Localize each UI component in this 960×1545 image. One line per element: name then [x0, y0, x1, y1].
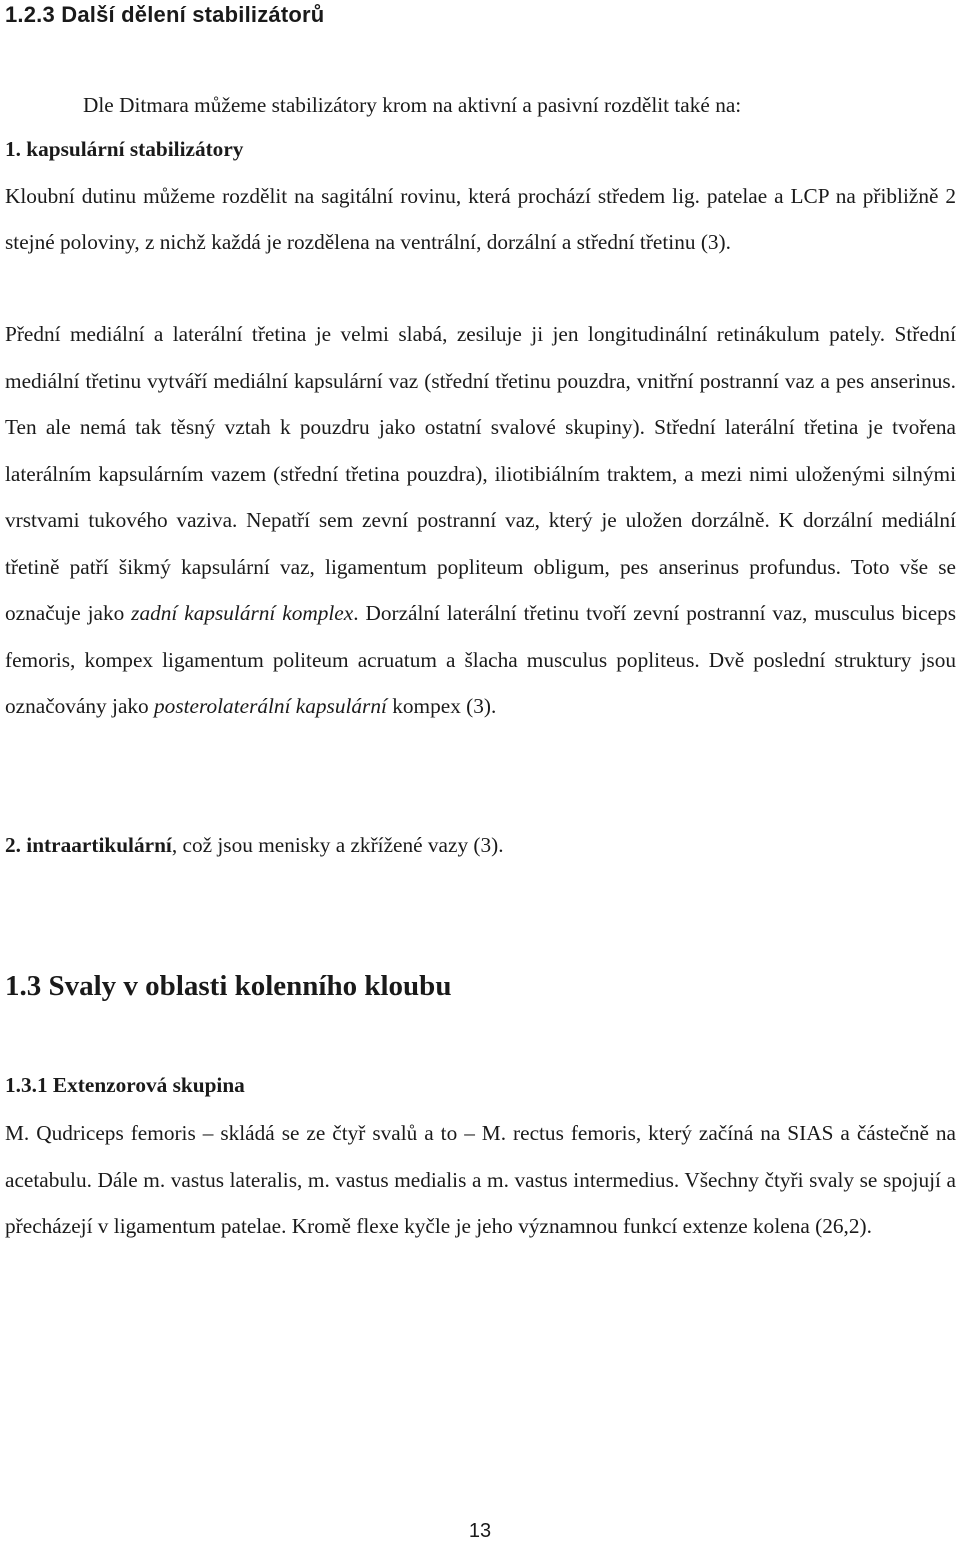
section-heading: 1.2.3 Další dělení stabilizátorů: [5, 2, 325, 27]
chapter-heading: 1.3 Svaly v oblasti kolenního kloubu: [5, 970, 452, 1002]
item-1-text: Kloubní dutinu můžeme rozdělit na sagitální rovinu, která prochází středem lig. patelae a LCP na přibližně 2 stejné poloviny, z nichž každá je rozdělena na ventrální, dorzální a střední třetinu (3).: [5, 183, 956, 254]
detail-text-b: . Dorzální laterální třetinu tvoří zevní postranní vaz, musculus biceps femoris, kompex ligamentum politeum acruatum a šlacha musculus popliteus. Dvě poslední struktury jsou označovány jako: [5, 601, 956, 718]
page-number: 13: [468, 1520, 492, 1542]
detail-emphasis-1: zadní kapsulární komplex: [131, 601, 354, 625]
item-2-text: , což jsou menisky a zkřížené vazy (3).: [171, 833, 504, 857]
intro-paragraph: Dle Ditmara můžeme stabilizátory krom na aktivní a pasivní rozdělit také na:: [83, 93, 742, 117]
subsection-paragraph: M. Qudriceps femoris – skládá se ze čtyř svalů a to – M. rectus femoris, který začíná na SIAS a částečně na acetabulu. Dále m. vastus lateralis, m. vastus medialis a m. vastus intermedius. Všechny čtyři svaly se spojují a přecházejí v ligamentum patelae. Kromě flexe kyčle je jeho významnou funkcí extenze kolena (26,2).: [5, 1121, 956, 1238]
stabilizer-item-1: [5, 126, 956, 266]
item-1-title: 1. kapsulární stabilizátory: [5, 137, 244, 161]
stabilizer-item-2: [5, 822, 956, 869]
detail-text-c: kompex (3).: [386, 694, 497, 718]
stabilizer-item-1-detail: [5, 311, 956, 730]
subsection-heading: 1.3.1 Extenzorová skupina: [5, 1073, 245, 1097]
detail-emphasis-2: posterolaterální kapsulární: [154, 694, 387, 718]
item-2-title: 2. intraartikulární: [5, 833, 172, 857]
detail-text-a: Přední mediální a laterální třetina je velmi slabá, zesiluje ji jen longitudinální retinákulum pately. Střední mediální třetinu vytváří mediální kapsulární vaz (střední třetinu pouzdra, vnitřní postranní vaz a pes anserinus. Ten ale nemá tak těsný vztah k pouzdru jako ostatní svalové skupiny). Střední laterální třetina je tvořena laterálním kapsulárním vazem (střední třetina pouzdra), iliotibiálním traktem, a mezi nimi uloženými silnými vrstvami tukového vaziva. Nepatří sem zevní postranní vaz, který je uložen dorzálně. K dorzální mediální třetině patří šikmý kapsulární vaz, ligamentum popliteum obligum, pes anserinus profundus. Toto vše se označuje jako: [5, 322, 956, 625]
